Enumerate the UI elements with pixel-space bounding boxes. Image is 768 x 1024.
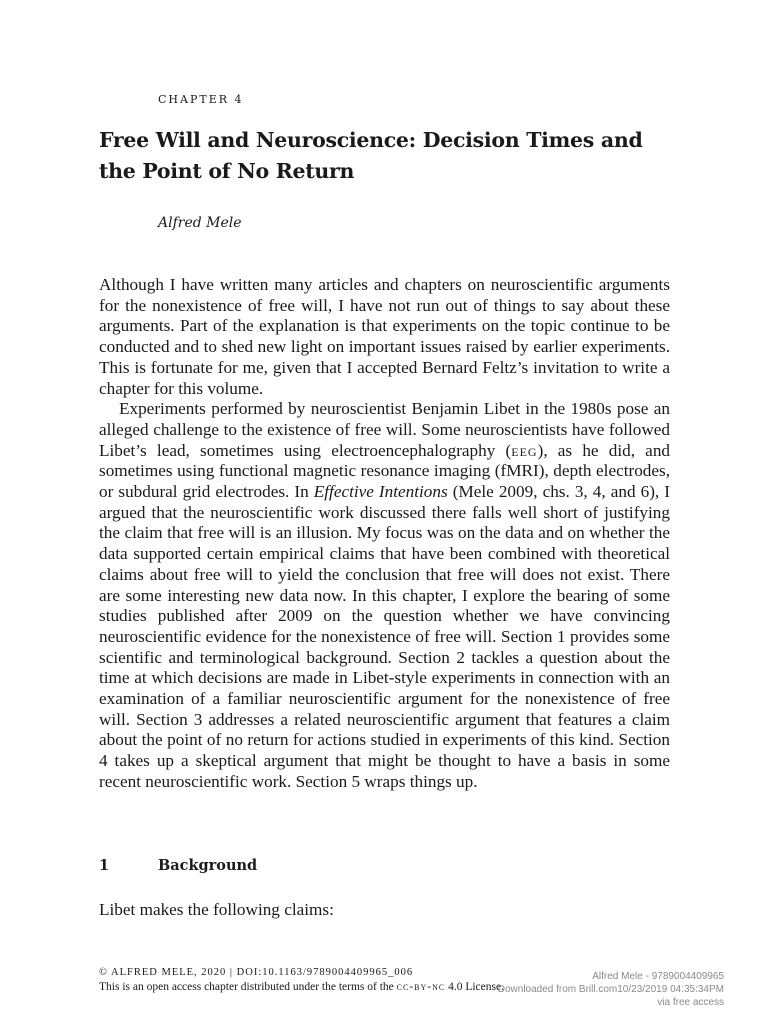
copyright-line: © ALFRED MELE, 2020 | DOI:10.1163/9789004409965_006 <box>99 967 414 978</box>
paragraph-2 <box>99 399 670 792</box>
chapter-title: Free Will and Neuroscience: Decision Times and the Point of No Return <box>99 128 643 183</box>
section-title: Background <box>158 857 258 874</box>
book-title: Effective Intentions <box>313 482 448 502</box>
watermark-line-2: Downloaded from Brill.com10/23/2019 04:35:34PM <box>497 984 724 995</box>
license-abbrev: cc-by-nc <box>396 981 446 993</box>
license-text-a: This is an open access chapter distributed under the terms of the <box>99 981 397 993</box>
footer <box>99 966 504 994</box>
watermark-line-3: via free access <box>657 997 724 1008</box>
download-watermark <box>498 970 724 1009</box>
section-heading <box>99 857 257 874</box>
body-text <box>99 275 670 793</box>
license-line <box>99 980 504 994</box>
paragraph-2-part-b: ), as he did, and sometimes using functional magnetic resonance imaging (fMRI), depth electrodes, or subdural grid electrodes. In <box>99 440 671 502</box>
section-number: 1 <box>99 857 110 874</box>
paragraph-1: Although I have written many articles and chapters on neuroscientific arguments for the nonexistence of free will, I have not run out of things to say about these arguments. Part of the explanation is that experiments on the topic continue to be conducted and to shed new light on important issues raised by earlier experiments. This is fortunate for me, given that I accepted Bernard Feltz’s invitation to write a chapter for this volume. <box>99 275 670 398</box>
paragraph-2-part-c: (Mele 2009, chs. 3, 4, and 6), I argued that the neuroscientific work discussed there falls well short of justifying the claim that free will is an illusion. My focus was on the data and on whether the data supported certain empirical claims that have been combined with theoretical claims about free will to yield the conclusion that free will does not exist. There are some interesting new data now. In this chapter, I explore the bearing of some studies published after 2009 on the question whether we have convincing neuroscientific evidence for the nonexistence of free will. Section 1 provides some scientific and terminological background. Section 2 tackles a question about the time at which decisions are made in Libet-style experiments in connection with an examination of a familiar neuroscientific argument for the nonexistence of free will. Section 3 addresses a related neuroscientific argument that features a claim about the point of no return for actions studied in experiments of this kind. Section 4 takes up a skeptical argument that might be thought to have a basis in some recent neuroscientific work. Section 5 wraps things up. <box>99 482 670 791</box>
eeg-abbrev: eeg <box>511 440 538 460</box>
license-text-b: 4.0 License. <box>445 981 504 993</box>
section-intro-text: Libet makes the following claims: <box>99 900 334 919</box>
paragraph-2-part-a: Experiments performed by neuroscientist Benjamin Libet in the 1980s pose an alleged challenge to the existence of free will. Some neuroscientists have followed Libet’s lead, sometimes using electroencephalography ( <box>99 399 670 460</box>
author-name: Alfred Mele <box>158 215 242 231</box>
watermark-line-1: Alfred Mele - 9789004409965 <box>592 971 724 982</box>
chapter-label: CHAPTER 4 <box>158 93 244 106</box>
